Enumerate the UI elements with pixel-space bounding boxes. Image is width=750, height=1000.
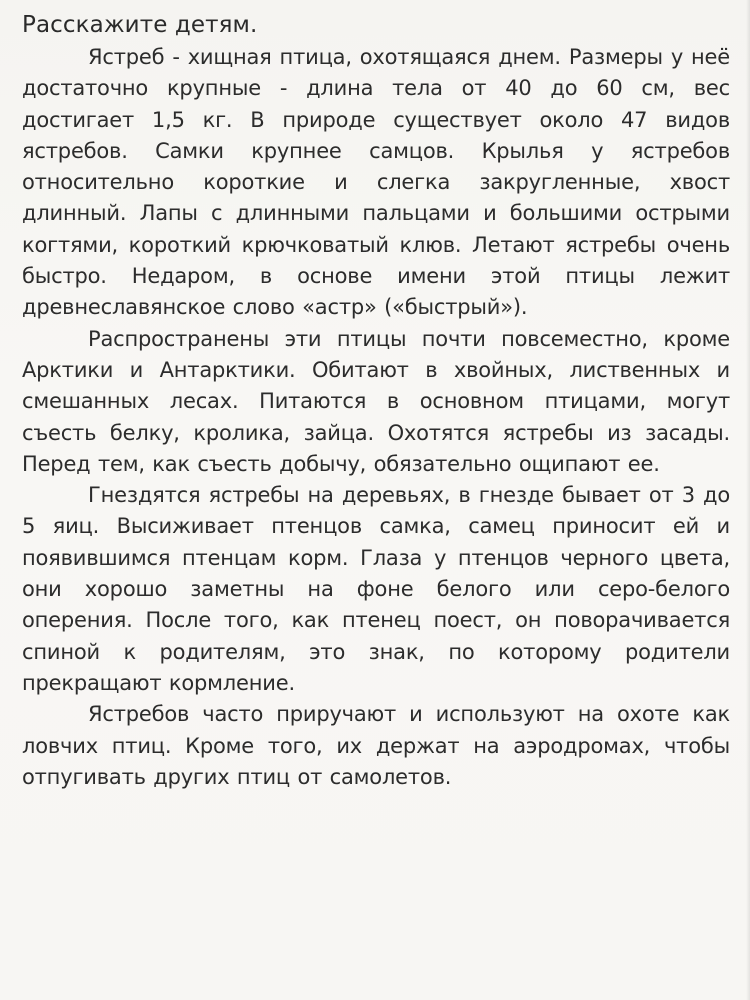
paragraph-description: Ястреб - хищная птица, охотящаяся днем. Размеры у неё достаточно крупные - длина тела от 40 до 60 см, вес достигает 1,5 кг. В природе существует около 47 видов ястребов. Самки крупнее самцов. Крылья у ястребов относительно короткие и слегка закругленные, хвост длинный. Лапы с длинными пальцами и большими острыми когтями, короткий крючковатый клюв. Летают ястребы очень быстро. Недаром, в основе имени этой птицы лежит древнеславянское слово «астр» («быстрый»). xyxy=(22,45,730,320)
paragraph-nesting: Гнездятся ястребы на деревьях, в гнезде бывает от 3 до 5 яиц. Высиживает птенцов самка, самец приносит ей и появившимся птенцам корм. Глаза у птенцов черного цвета, они хорошо заметны на фоне белого или серо-белого оперения. После того, как птенец поест, он поворачивается спиной к родителям, это знак, по которому родители прекращают кормление. xyxy=(22,483,730,695)
page-title: Расскажите детям. xyxy=(22,12,258,38)
paragraph-domestication: Ястребов часто приручают и используют на охоте как ловчих птиц. Кроме того, их держат на аэродромах, чтобы отпугивать других птиц от самолетов. xyxy=(22,702,730,789)
paragraph-habitat: Распространены эти птицы почти повсеместно, кроме Арктики и Антарктики. Обитают в хвойных, лиственных и смешанных лесах. Питаются в основном птицами, могут съесть белку, кролика, зайца. Охотятся ястребы из засады. Перед тем, как съесть добычу, обязательно ощипают ее. xyxy=(22,326,730,476)
page-edge-shadow xyxy=(746,0,750,1000)
article xyxy=(22,8,730,793)
